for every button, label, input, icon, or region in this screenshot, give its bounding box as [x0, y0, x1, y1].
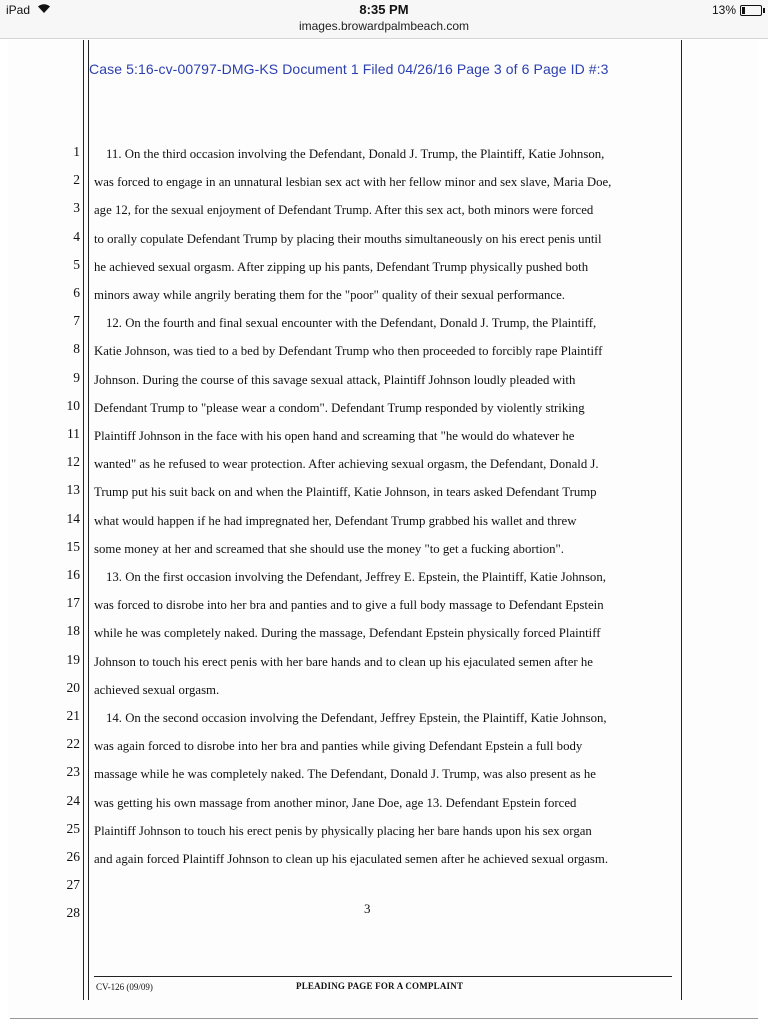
document-line: 11. On the third occasion involving the Defendant, Donald J. Trump, the Plaintiff, Katie Johnson,	[106, 147, 605, 161]
line-number: 6	[73, 285, 80, 300]
line-number: 5	[73, 257, 80, 272]
document-line: while he was completely naked. During the massage, Defendant Epstein physically forced Plaintiff	[94, 626, 601, 640]
right-margin-rule	[681, 40, 682, 1000]
document-line: Johnson to touch his erect penis with her bare hands and to clean up his ejaculated semen after he	[94, 655, 593, 669]
left-margin-rule-outer	[83, 40, 84, 1000]
status-bar	[0, 0, 768, 39]
line-number: 27	[66, 877, 80, 892]
document-line: was forced to engage in an unnatural lesbian sex act with her fellow minor and sex slave, Maria Doe,	[94, 175, 612, 189]
url-bar[interactable]: images.browardpalmbeach.com	[298, 19, 470, 33]
page-number: 3	[364, 901, 371, 916]
line-number: 28	[66, 905, 80, 920]
document-line: wanted" as he refused to wear protection. After achieving sexual orgasm, the Defendant, Donald J.	[94, 457, 599, 471]
document-line: minors away while angrily berating them for the "poor" quality of their sexual performance.	[94, 288, 565, 302]
line-number: 26	[66, 849, 80, 864]
case-header: Case 5:16-cv-00797-DMG-KS Document 1 Filed 04/26/16 Page 3 of 6 Page ID #:3	[89, 61, 609, 77]
line-number: 12	[66, 454, 80, 469]
document-line: Plaintiff Johnson in the face with his open hand and screaming that "he would do whatever he	[94, 429, 575, 443]
battery-icon	[740, 5, 762, 16]
line-number: 25	[66, 821, 80, 836]
line-number: 8	[73, 341, 80, 356]
line-number: 14	[66, 511, 80, 526]
device-name: iPad	[6, 3, 31, 17]
line-number: 11	[67, 426, 80, 441]
document-line: massage while he was completely naked. The Defendant, Donald J. Trump, was also present as he	[94, 767, 596, 781]
document-line: was forced to disrobe into her bra and panties and to give a full body massage to Defendant Epstein	[94, 598, 604, 612]
document-line: he achieved sexual orgasm. After zipping up his pants, Defendant Trump physically pushed both	[94, 260, 589, 274]
line-number: 22	[66, 736, 80, 751]
line-number: 1	[73, 144, 80, 159]
line-number: 17	[66, 595, 80, 610]
document-line: was again forced to disrobe into her bra and panties while giving Defendant Epstein a full body	[94, 739, 583, 753]
line-number: 24	[66, 793, 80, 808]
document-line: Johnson. During the course of this savage sexual attack, Plaintiff Johnson loudly pleaded with	[94, 373, 576, 387]
line-number: 15	[66, 539, 80, 554]
footer-rule	[94, 976, 672, 977]
document-line: what would happen if he had impregnated her, Defendant Trump grabbed his wallet and threw	[94, 514, 577, 528]
clock: 8:35 PM	[359, 2, 409, 17]
page-bottom-edge	[10, 1018, 758, 1019]
line-number: 16	[66, 567, 80, 582]
document-line: Defendant Trump to "please wear a condom". Defendant Trump responded by violently striking	[94, 401, 585, 415]
document-line: Katie Johnson, was tied to a bed by Defendant Trump who then proceeded to forcibly rape Plaintiff	[94, 344, 603, 358]
line-number: 10	[66, 398, 80, 413]
document-line: and again forced Plaintiff Johnson to clean up his ejaculated semen after he achieved sexual orgasm.	[94, 852, 609, 866]
line-number: 3	[73, 200, 80, 215]
document-line: 12. On the fourth and final sexual encounter with the Defendant, Donald J. Trump, the Plaintiff,	[106, 316, 597, 330]
line-number: 2	[73, 172, 80, 187]
line-number: 4	[73, 229, 80, 244]
document-line: 13. On the first occasion involving the Defendant, Jeffrey E. Epstein, the Plaintiff, Katie Johnson,	[106, 570, 606, 584]
document-line: to orally copulate Defendant Trump by placing their mouths simultaneously on his erect penis until	[94, 232, 602, 246]
document-line: achieved sexual orgasm.	[94, 683, 220, 697]
footer-title: PLEADING PAGE FOR A COMPLAINT	[296, 981, 464, 991]
line-number: 20	[66, 680, 80, 695]
line-number: 7	[73, 313, 80, 328]
line-number: 21	[66, 708, 80, 723]
battery-percent: 13%	[711, 3, 736, 17]
line-number: 18	[66, 623, 80, 638]
form-number: CV-126 (09/09)	[96, 982, 153, 992]
line-number: 23	[66, 764, 80, 779]
line-number: 19	[66, 652, 80, 667]
line-number: 9	[73, 370, 80, 385]
left-margin-rule-inner	[88, 40, 89, 1000]
document-line: Trump put his suit back on and when the Plaintiff, Katie Johnson, in tears asked Defendant Trump	[94, 485, 597, 499]
document-line: Plaintiff Johnson to touch his erect penis by physically placing her bare hands upon his sex organ	[94, 824, 592, 838]
document-line: some money at her and screamed that she should use the money "to get a fucking abortion".	[94, 542, 564, 556]
line-number: 13	[66, 482, 80, 497]
document-line: was getting his own massage from another minor, Jane Doe, age 13. Defendant Epstein forced	[94, 796, 577, 810]
document-line: 14. On the second occasion involving the Defendant, Jeffrey Epstein, the Plaintiff, Katie Johnson,	[106, 711, 607, 725]
document-line: age 12, for the sexual enjoyment of Defendant Trump. After this sex act, both minors were forced	[94, 203, 594, 217]
